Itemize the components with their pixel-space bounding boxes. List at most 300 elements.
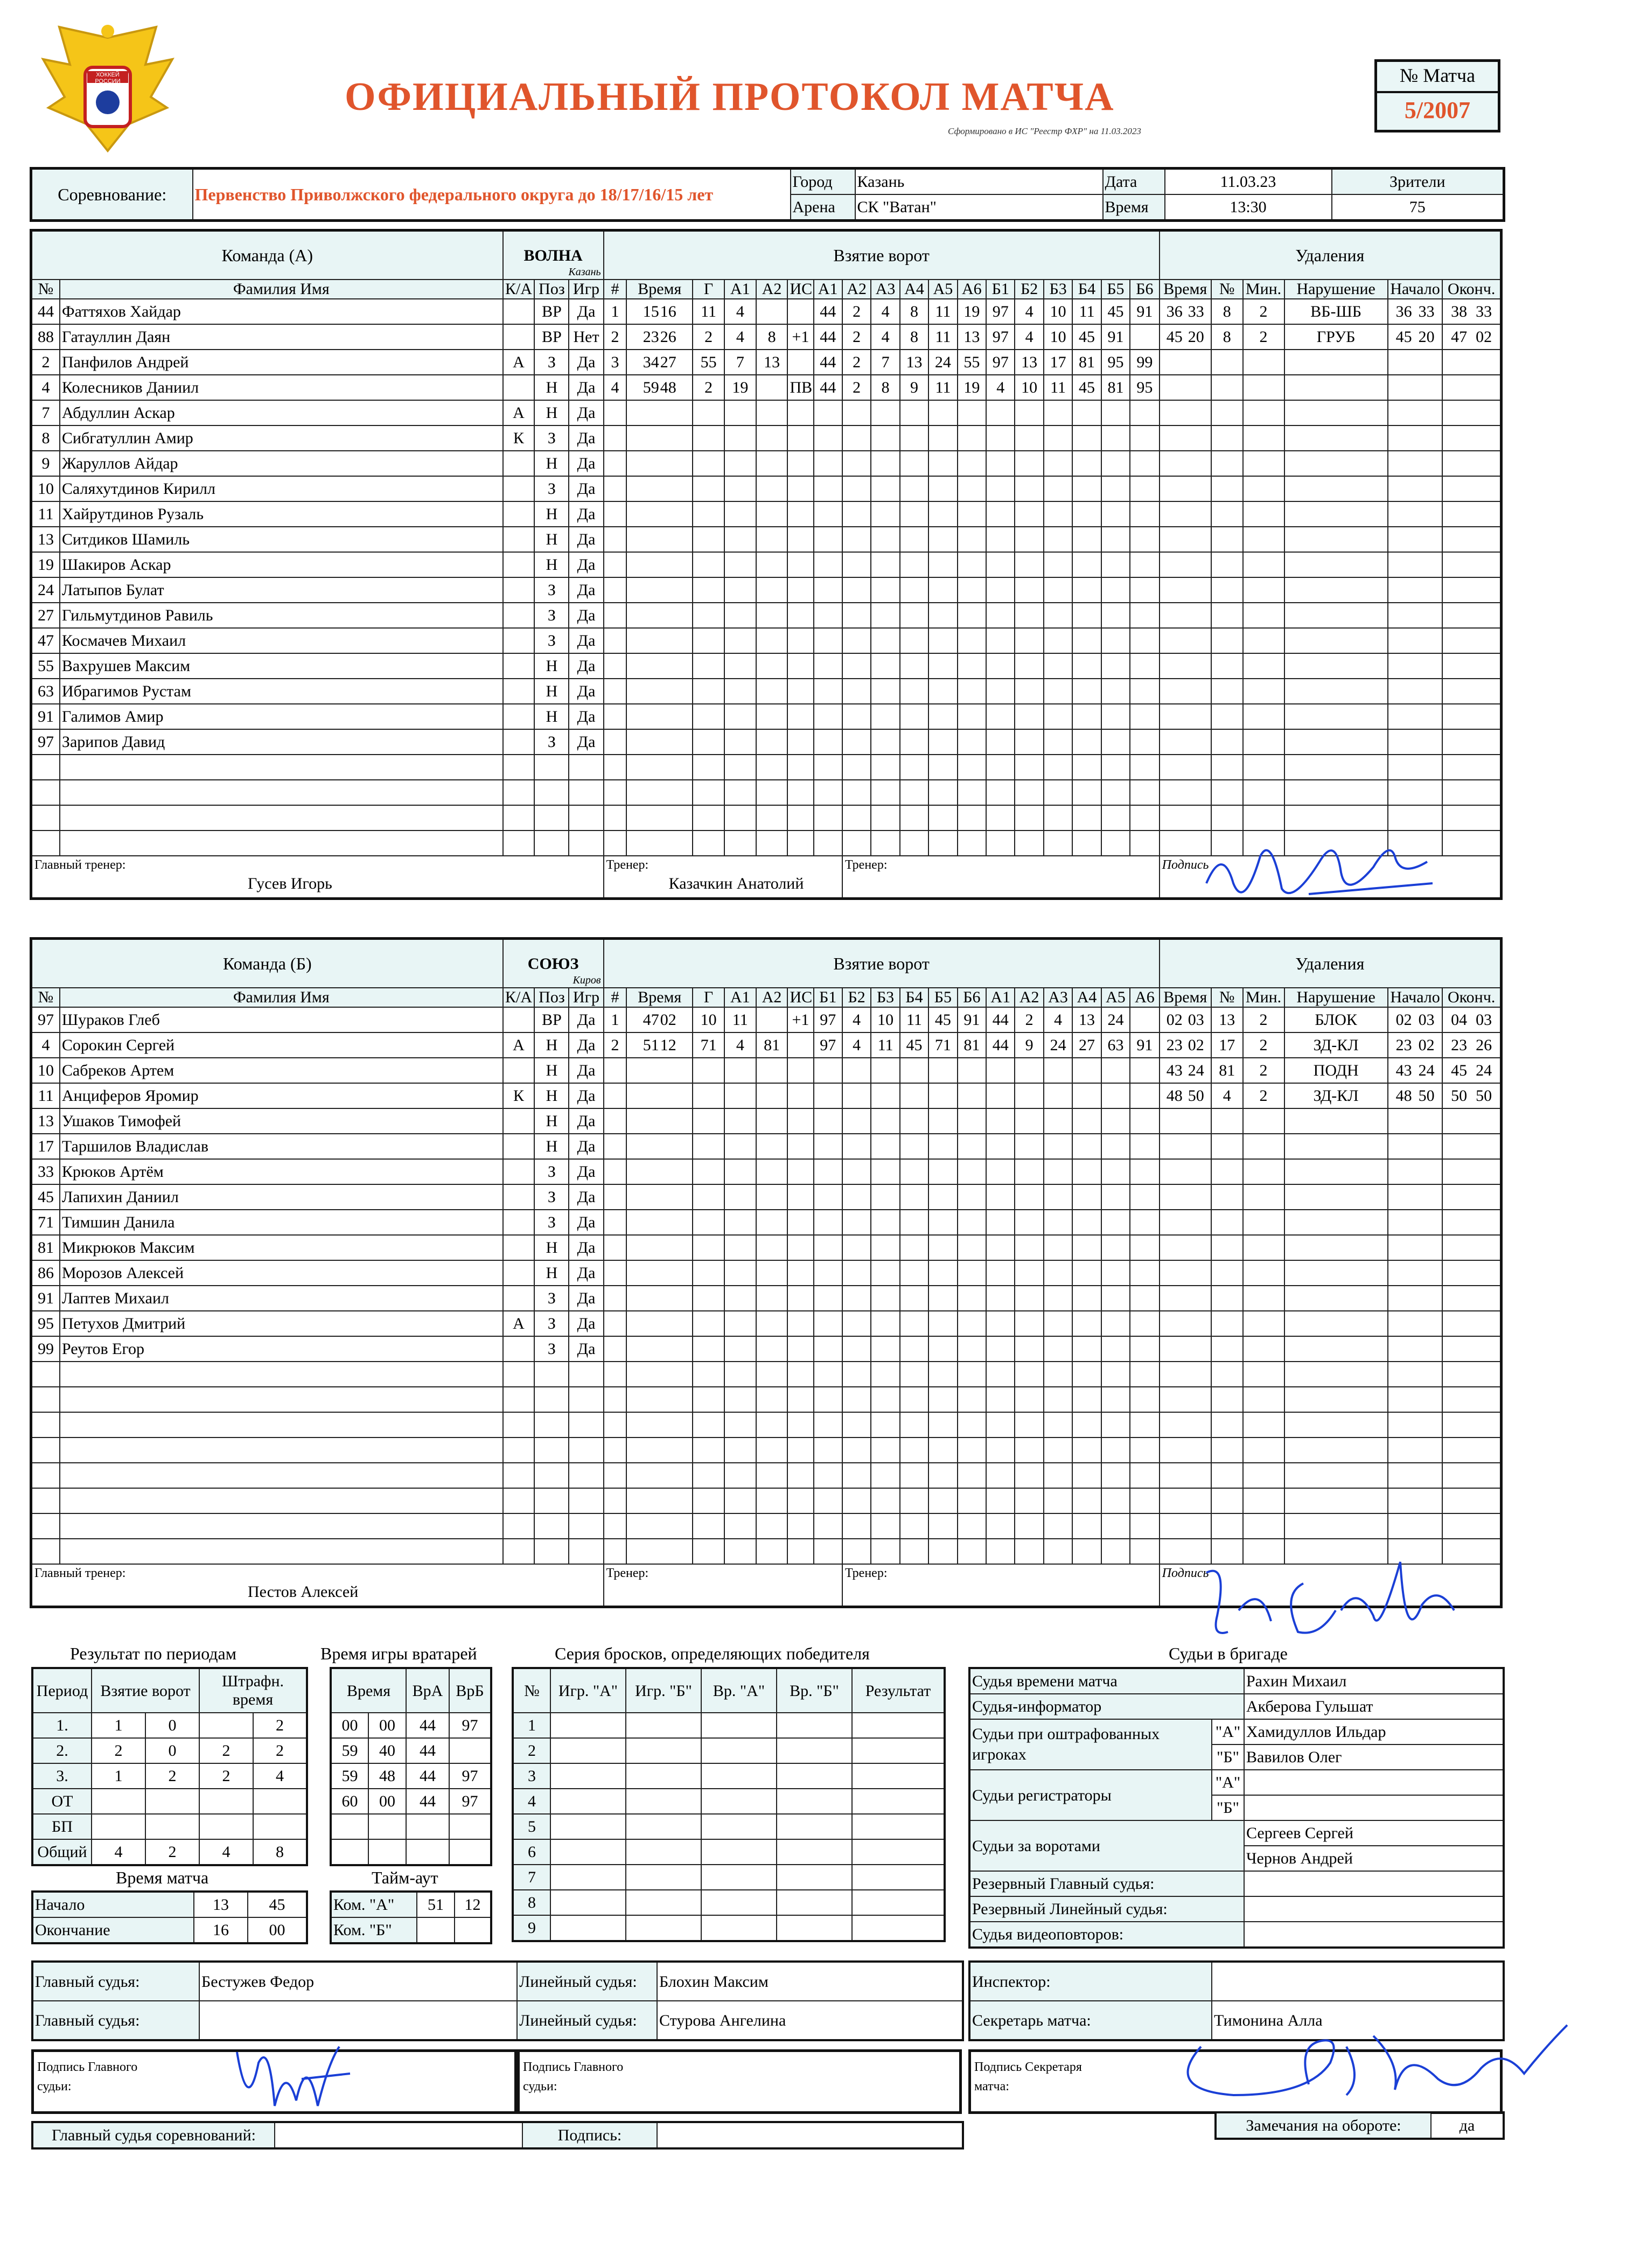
goal-assist-1: 4: [724, 299, 756, 324]
goals-title: Взятие ворот: [604, 231, 1160, 280]
onice-player: [928, 425, 957, 451]
onice-player: 4: [986, 375, 1015, 400]
penalty-time: [1160, 653, 1211, 679]
shootout-cell: [701, 1890, 777, 1915]
onice-player: [1072, 1108, 1101, 1134]
onice-player: [1015, 1362, 1043, 1387]
player-position: Н: [534, 527, 569, 552]
penalty-start-sec: 24: [1418, 1062, 1435, 1079]
gk-b: [449, 1839, 491, 1865]
onice-player: [928, 1488, 957, 1513]
col-ka: К/А: [503, 280, 535, 299]
table-row: [31, 1311, 1502, 1336]
onice-player: [1015, 1260, 1043, 1286]
goal-situation: [787, 1083, 813, 1108]
player-number: 97: [31, 729, 60, 755]
table-row: [31, 1007, 1502, 1032]
onice-player: [986, 451, 1015, 476]
onice-player: [1072, 1412, 1101, 1437]
player-ka: [503, 1463, 535, 1488]
goal-scorer: [693, 425, 724, 451]
player-played: Да: [569, 628, 603, 653]
onice-player: [900, 1184, 928, 1210]
goal-num: 3: [604, 350, 627, 375]
shootout-cell: [626, 1865, 701, 1890]
onice-player: [958, 729, 986, 755]
col-goal-time: Время: [626, 280, 693, 299]
goal-situation: [787, 780, 813, 805]
shootout-cell: [550, 1738, 626, 1763]
onice-player: [842, 1108, 871, 1134]
player-ka: [503, 1387, 535, 1412]
gk-second: 00: [368, 1789, 406, 1814]
penalty-end-min: 23: [1451, 1036, 1468, 1054]
arena: СК "Ватан": [855, 194, 1103, 221]
player-ka: К: [503, 1083, 535, 1108]
goal-situation: [787, 603, 813, 628]
penalty-time: [1160, 1437, 1211, 1463]
onice-player: [1044, 1412, 1072, 1437]
player-number: 4: [31, 375, 60, 400]
penalty-start: [1388, 1437, 1443, 1463]
goal-assist-2: [756, 1488, 788, 1513]
onice-player: [814, 1437, 842, 1463]
goal-assist-2: [756, 1260, 788, 1286]
goal-assist-2: [756, 527, 788, 552]
player-played: [569, 805, 603, 831]
penalty-end: [1442, 1260, 1501, 1286]
head-coach-cell: [31, 1564, 604, 1607]
player-ka: [503, 1539, 535, 1564]
goal-num: [604, 1108, 627, 1134]
goal-situation: [787, 1539, 813, 1564]
goal-assist-1: [724, 729, 756, 755]
onice-player: [1044, 1108, 1072, 1134]
onice-player: [871, 755, 899, 780]
player-position: [534, 1488, 569, 1513]
goal-num: [604, 1463, 627, 1488]
onice-player: [1044, 1437, 1072, 1463]
onice-player: [1101, 1159, 1130, 1184]
shootout-cell: [852, 1713, 945, 1738]
onice-player: [871, 451, 899, 476]
goal-time: [626, 831, 693, 856]
linesman-1: Блохин Максим: [657, 1962, 963, 2001]
onice-player: 4: [1044, 1007, 1072, 1032]
penalty-minutes: [1243, 679, 1284, 704]
shootout-cell: [626, 1763, 701, 1789]
shootout-cell: [852, 1789, 945, 1814]
goal-assist-2: 8: [756, 324, 788, 350]
onice-player: [1072, 704, 1101, 729]
onice-player: [1101, 1412, 1130, 1437]
penalty-start: [1388, 400, 1443, 425]
player-ka: [503, 451, 535, 476]
goal-scorer: [693, 805, 724, 831]
penalty-start: [1388, 1235, 1443, 1260]
penalty-violation: БЛОК: [1284, 1007, 1388, 1032]
penalty-violation: [1284, 1260, 1388, 1286]
onice-player: [814, 501, 842, 527]
onice-player: 8: [900, 324, 928, 350]
onice-player: [1101, 1286, 1130, 1311]
onice-player: [842, 451, 871, 476]
goal-situation: [787, 476, 813, 501]
goal-assist-2: [756, 1362, 788, 1387]
goal-time: [626, 1362, 693, 1387]
penalty-minute: 43: [1166, 1062, 1183, 1079]
onice-player: 13: [958, 324, 986, 350]
table-row: [31, 729, 1502, 755]
player-name: Абдуллин Аскар: [60, 400, 503, 425]
onice-player: [900, 1412, 928, 1437]
player-played: Нет: [569, 324, 603, 350]
penalty-start: [1388, 1362, 1443, 1387]
table-row: [31, 1260, 1502, 1286]
goal-scorer: [693, 1539, 724, 1564]
goal-assist-1: [724, 679, 756, 704]
onice-player: [814, 1539, 842, 1564]
onice-player: [814, 476, 842, 501]
player-ka: А: [503, 400, 535, 425]
col-goal-a1: А1: [724, 280, 756, 299]
player-played: [569, 1362, 603, 1387]
onice-player: [958, 527, 986, 552]
penalty-end: [1442, 1286, 1501, 1311]
registrar-a: [1244, 1770, 1504, 1795]
table-row: [513, 1789, 945, 1814]
goal-situation: [787, 1362, 813, 1387]
onice-player: [842, 1286, 871, 1311]
onice-player: [986, 476, 1015, 501]
onice-player: [1015, 780, 1043, 805]
col-pen-time: Время: [1160, 280, 1211, 299]
table-row: [31, 1387, 1502, 1412]
penalty-time: [1160, 577, 1211, 603]
onice-player: 81: [1101, 375, 1130, 400]
onice-player: [1044, 780, 1072, 805]
onice-player: [900, 400, 928, 425]
officials-table: [968, 1667, 1505, 1949]
onice-player: [814, 780, 842, 805]
shootout-cell: [701, 1789, 777, 1814]
onice-player: [900, 1437, 928, 1463]
onice-player: [814, 1210, 842, 1235]
onice-player: [900, 476, 928, 501]
goal-assist-2: [756, 1286, 788, 1311]
onice-player: [928, 1083, 957, 1108]
onice-player: [842, 1539, 871, 1564]
gk-a: 44: [406, 1763, 449, 1789]
goal-time: [626, 603, 693, 628]
shootout-cell: [701, 1839, 777, 1865]
onice-player: [1044, 1362, 1072, 1387]
goal-assist-1: [724, 451, 756, 476]
col-pen-time: Время: [1160, 988, 1211, 1007]
penalty-violation: [1284, 1463, 1388, 1488]
goal-time: [626, 755, 693, 780]
col-pen-end: Оконч.: [1442, 280, 1501, 299]
onice-player: [928, 679, 957, 704]
player-position: [534, 755, 569, 780]
table-row: [331, 1789, 491, 1814]
goal-scorer: [693, 1058, 724, 1083]
penalty-end: [1442, 831, 1501, 856]
onice-player: [1101, 400, 1130, 425]
registrars-label: Судьи регистраторы: [969, 1770, 1212, 1820]
player-position: Н: [534, 1058, 569, 1083]
table-row: [31, 1134, 1502, 1159]
shootout-cell: [626, 1789, 701, 1814]
onice-player: [842, 653, 871, 679]
onice-player: 45: [928, 1007, 957, 1032]
onice-player: [1101, 1336, 1130, 1362]
player-played: Да: [569, 451, 603, 476]
table-row: [31, 628, 1502, 653]
onice-player: 99: [1130, 350, 1160, 375]
onice-player: [986, 653, 1015, 679]
player-name: Фаттяхов Хайдар: [60, 299, 503, 324]
penalty-violation: [1284, 1134, 1388, 1159]
penalty-start-min: 48: [1395, 1087, 1412, 1105]
goal-num: [604, 1083, 627, 1108]
gk-b: 97: [449, 1763, 491, 1789]
onice-player: [900, 831, 928, 856]
goal-assist-2: [756, 679, 788, 704]
player-played: Да: [569, 679, 603, 704]
onice-player: 2: [842, 299, 871, 324]
onice-player: [928, 1387, 957, 1412]
goal-situation: [787, 1437, 813, 1463]
spectators-label: Зрители: [1332, 169, 1504, 195]
penalty-violation: ГРУБ: [1284, 324, 1388, 350]
onice-player: 97: [814, 1007, 842, 1032]
onice-player: [928, 1134, 957, 1159]
onice-player: [1130, 324, 1160, 350]
onice-player: [958, 552, 986, 577]
goal-time: [626, 1007, 693, 1032]
onice-player: [986, 628, 1015, 653]
penalty-minutes: 2: [1243, 1032, 1284, 1058]
goal-num: [604, 831, 627, 856]
onice-player: [1044, 552, 1072, 577]
onice-player: [1044, 1058, 1072, 1083]
player-number: 19: [31, 552, 60, 577]
player-name: Вахрушев Максим: [60, 653, 503, 679]
onice-player: [928, 805, 957, 831]
player-played: Да: [569, 400, 603, 425]
onice-player: [928, 1159, 957, 1184]
period-name: Общий: [32, 1839, 92, 1865]
onice-player: 24: [1044, 1032, 1072, 1058]
onice-player: [1130, 679, 1160, 704]
onice-player: [1101, 501, 1130, 527]
onice-player: [928, 1362, 957, 1387]
penalty-end: [1442, 1108, 1501, 1134]
onice-player: [1044, 1134, 1072, 1159]
goal-num: [604, 1387, 627, 1412]
onice-player: 71: [928, 1032, 957, 1058]
onice-player: [1072, 501, 1101, 527]
col-onice-7: А1: [986, 988, 1015, 1007]
onice-player: [986, 1362, 1015, 1387]
player-position: ВР: [534, 1007, 569, 1032]
penalty-start: [1388, 1184, 1443, 1210]
penalty-player: [1211, 1134, 1243, 1159]
goal-scorer: [693, 1184, 724, 1210]
time-label: Время: [1103, 194, 1165, 221]
goal-assist-1: 4: [724, 1032, 756, 1058]
onice-player: 11: [928, 324, 957, 350]
shootout-cell: [626, 1915, 701, 1941]
penalty-violation: [1284, 1362, 1388, 1387]
goal-num: [604, 577, 627, 603]
player-ka: [503, 679, 535, 704]
onice-player: [1130, 805, 1160, 831]
penalty-end: [1442, 375, 1501, 400]
onice-player: [1044, 527, 1072, 552]
goal-scorer: [693, 1260, 724, 1286]
goal-scorer: [693, 1286, 724, 1311]
table-row: [31, 1412, 1502, 1437]
goal-scorer: [693, 527, 724, 552]
coach-b-signature: [1196, 1551, 1465, 1659]
penalty-player: [1211, 400, 1243, 425]
onice-player: [1072, 527, 1101, 552]
player-position: З: [534, 1311, 569, 1336]
goal-assist-1: [724, 527, 756, 552]
player-number: 8: [31, 425, 60, 451]
col-pos: Поз: [534, 988, 569, 1007]
goal-situation: [787, 1412, 813, 1437]
gk-second: [368, 1814, 406, 1839]
player-name: Саляхутдинов Кирилл: [60, 476, 503, 501]
reserve-line: [1244, 1896, 1504, 1922]
onice-player: [1044, 1235, 1072, 1260]
onice-player: [958, 1488, 986, 1513]
onice-player: [986, 552, 1015, 577]
officials-title: Судьи в бригаде: [1169, 1644, 1288, 1663]
penalty-violation: [1284, 653, 1388, 679]
penalty-violation: [1284, 375, 1388, 400]
onice-player: [814, 425, 842, 451]
goal-scorer: [693, 1463, 724, 1488]
main-referee-signature: [226, 2030, 355, 2127]
match-number-label: № Матча: [1377, 64, 1498, 93]
player-number: 81: [31, 1235, 60, 1260]
match-number: 5/2007: [1404, 97, 1471, 123]
col-goal-g: Г: [693, 988, 724, 1007]
onice-player: [1130, 1412, 1160, 1437]
penalty-end: [1442, 400, 1501, 425]
onice-player: [986, 1260, 1015, 1286]
player-position: Н: [534, 704, 569, 729]
period-goals-b: 0: [145, 1738, 199, 1763]
col-play: Игр: [569, 280, 603, 299]
goal-scorer: [693, 1437, 724, 1463]
onice-player: [814, 400, 842, 425]
gk-b: [449, 1814, 491, 1839]
penalty-start: [1388, 451, 1443, 476]
penalty-minutes: [1243, 451, 1284, 476]
onice-player: [1072, 1488, 1101, 1513]
shootout-cell: [852, 1763, 945, 1789]
player-ka: [503, 653, 535, 679]
onice-player: [958, 1235, 986, 1260]
penalty-start: [1388, 1108, 1443, 1134]
onice-player: [1044, 1184, 1072, 1210]
onice-player: 13: [900, 350, 928, 375]
player-ka: [503, 1286, 535, 1311]
competition-referee-table: [31, 2121, 964, 2150]
onice-player: [1072, 603, 1101, 628]
goal-assist-1: [724, 1362, 756, 1387]
goal-situation: [787, 704, 813, 729]
onice-player: [1015, 1387, 1043, 1412]
onice-player: 97: [814, 1032, 842, 1058]
period-pen-b: [253, 1814, 307, 1839]
goal-scorer: [693, 831, 724, 856]
goal-assist-1: [724, 1311, 756, 1336]
onice-player: [1072, 679, 1101, 704]
penalty-violation: [1284, 729, 1388, 755]
player-name: Космачев Михаил: [60, 628, 503, 653]
gk-second: 48: [368, 1763, 406, 1789]
table-row: [31, 1286, 1502, 1311]
onice-player: [1015, 1235, 1043, 1260]
shootout-cell: [626, 1890, 701, 1915]
onice-player: [1130, 1235, 1160, 1260]
shootout-table: [512, 1667, 946, 1942]
gk-minute: [331, 1839, 368, 1865]
onice-player: 24: [928, 350, 957, 375]
shootout-cell: [852, 1890, 945, 1915]
goal-assist-1: [724, 400, 756, 425]
goal-assist-2: [756, 501, 788, 527]
shootout-cell: [626, 1839, 701, 1865]
period-goals-b: [145, 1789, 199, 1814]
goal-situation: [787, 1108, 813, 1134]
player-name: Гатауллин Даян: [60, 324, 503, 350]
penalty-player: [1211, 1184, 1243, 1210]
goal-assist-2: [756, 552, 788, 577]
player-number: 11: [31, 501, 60, 527]
player-number: 88: [31, 324, 60, 350]
onice-player: [1101, 1058, 1130, 1083]
onice-player: [1015, 1463, 1043, 1488]
shootout-cell: [550, 1763, 626, 1789]
onice-player: 95: [1101, 350, 1130, 375]
match-time-title: Время матча: [116, 1868, 209, 1887]
col-pen-violation: Нарушение: [1284, 280, 1388, 299]
goal-assist-2: [756, 1412, 788, 1437]
penalty-start: [1388, 780, 1443, 805]
onice-player: [871, 805, 899, 831]
secretary-signature: [1169, 2014, 1578, 2122]
onice-player: [1101, 1260, 1130, 1286]
player-played: Да: [569, 1159, 603, 1184]
table-row: [31, 704, 1502, 729]
penalty-minute: 48: [1166, 1087, 1183, 1105]
team-label: Команда (Б): [31, 939, 503, 988]
goal-assist-2: [756, 1513, 788, 1539]
player-name: Реутов Егор: [60, 1336, 503, 1362]
goal-scorer: [693, 603, 724, 628]
goal-situation: [787, 552, 813, 577]
goal-num: [604, 1513, 627, 1539]
player-played: Да: [569, 1260, 603, 1286]
onice-player: 4: [842, 1007, 871, 1032]
